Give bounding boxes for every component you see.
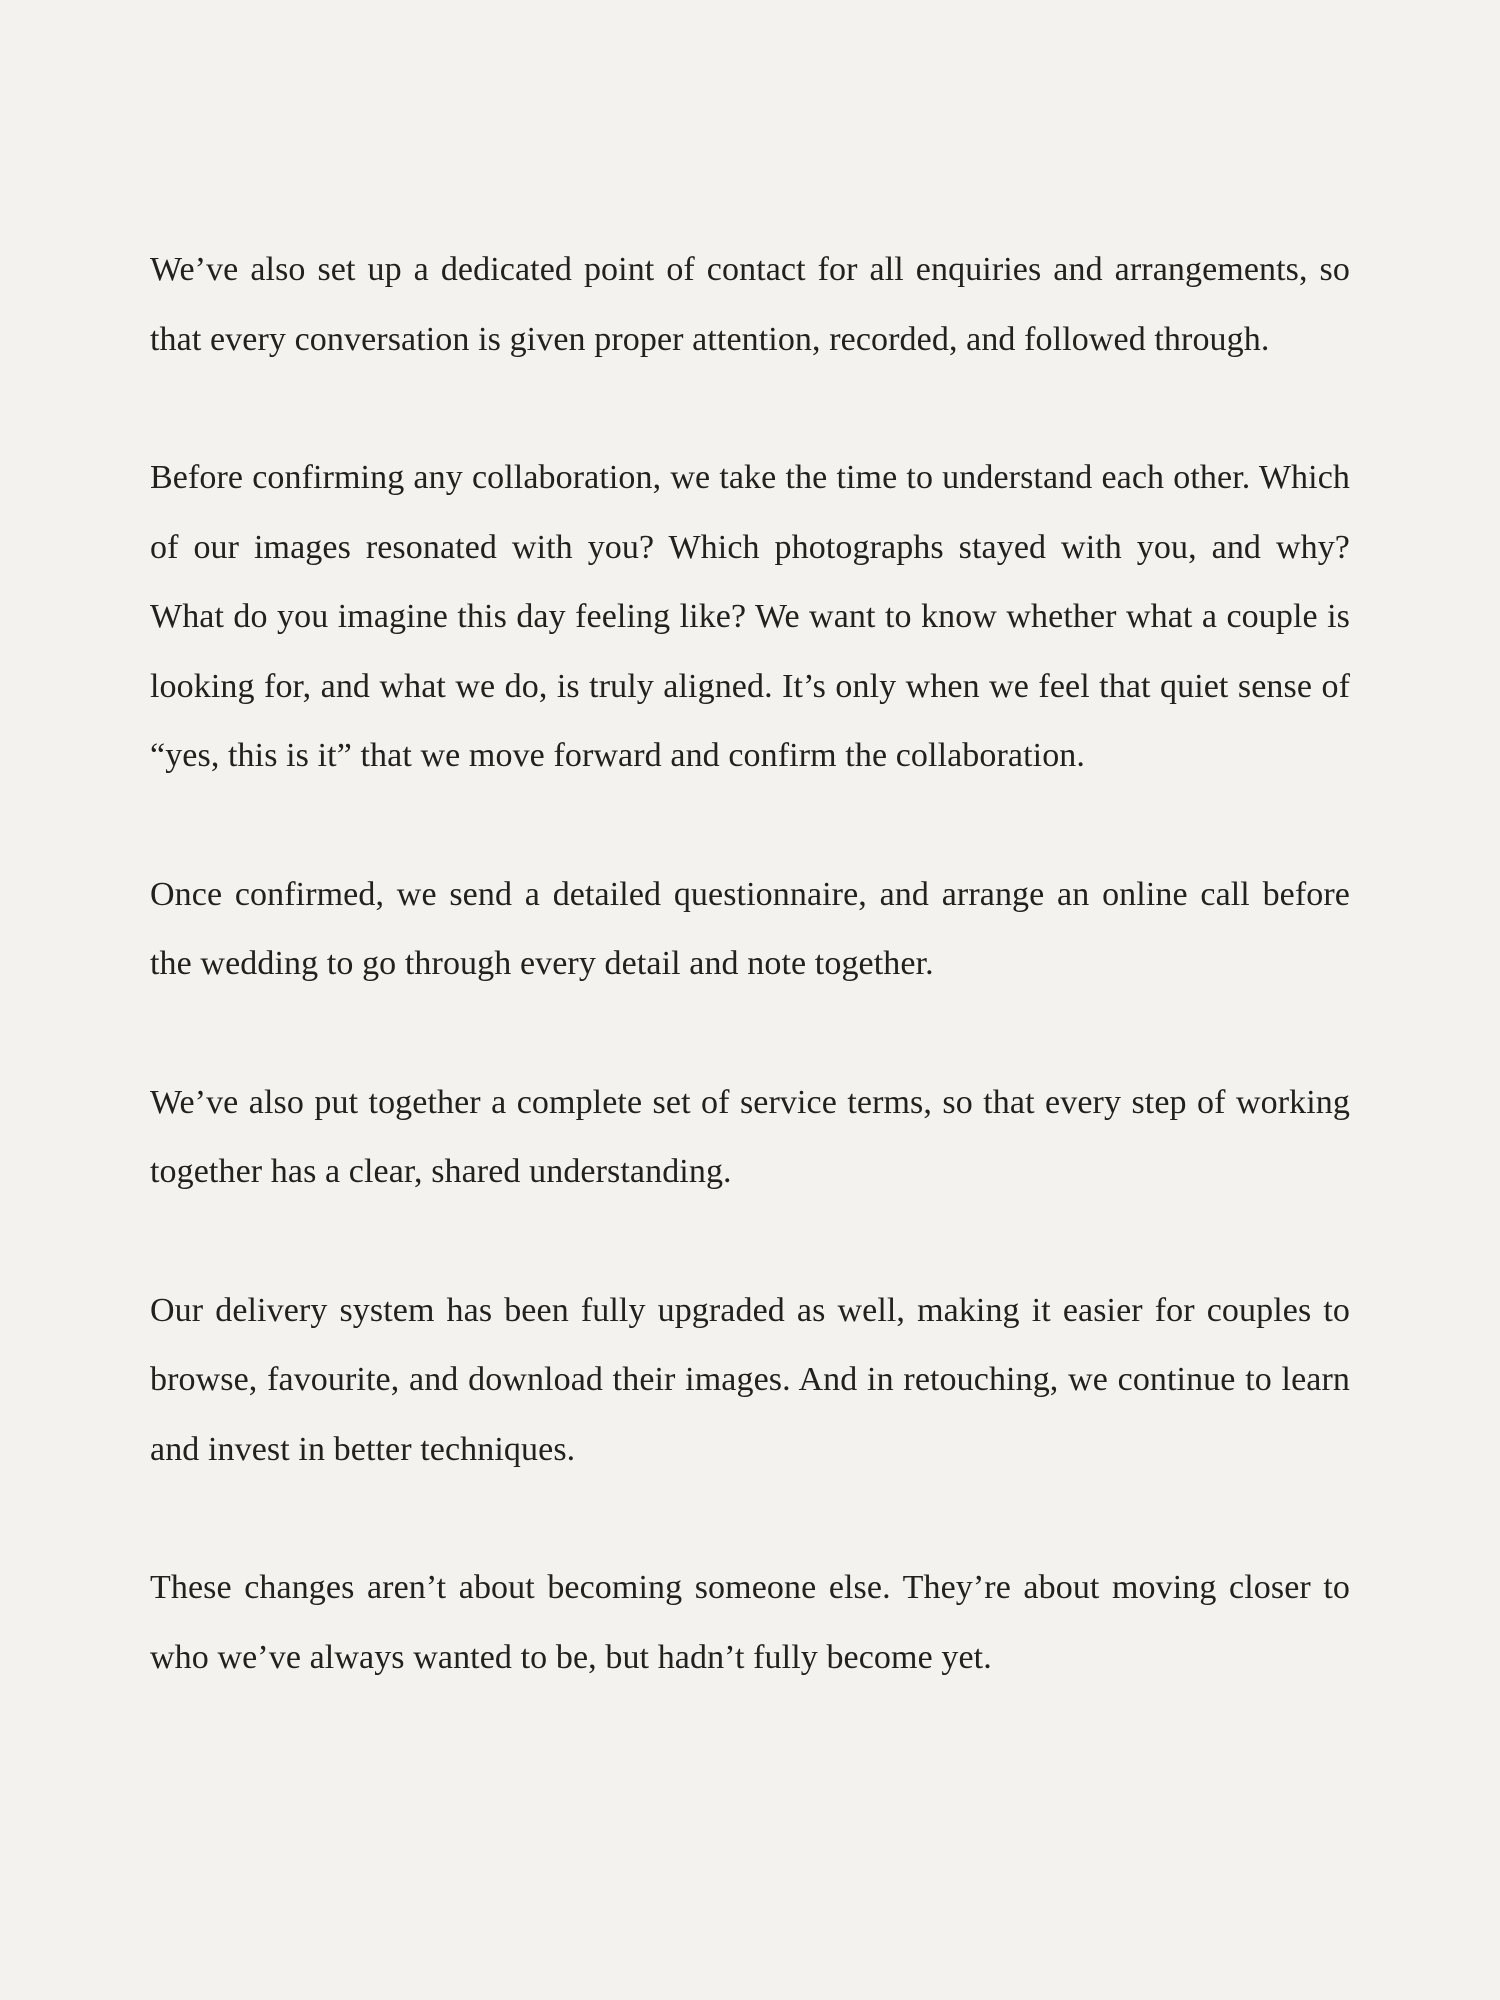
paragraph-changes: These changes aren’t about becoming someone else. They’re about moving closer to who we’ve always wanted to be, but hadn’t fully become yet.	[150, 1569, 1350, 1676]
paragraph-delivery-system: Our delivery system has been fully upgraded as well, making it easier for couples to browse, favourite, and download their images. And in retouching, we continue to learn and invest in better techniques.	[150, 1291, 1350, 1468]
paragraph-confirming-collaboration: Before confirming any collaboration, we take the time to understand each other. Which of our images resonated with you? Which photographs stayed with you, and why? What do you imagine this day feeling like? We want to know whether what a couple is looking for, and what we do, is truly aligned. It’s only when we feel that quiet sense of “yes, this is it” that we move forward and confirm the collaboration.	[150, 459, 1350, 774]
paragraph-service-terms: We’ve also put together a complete set of service terms, so that every step of working together has a clear, shared understanding.	[150, 1083, 1350, 1190]
paragraph-point-of-contact: We’ve also set up a dedicated point of contact for all enquiries and arrangements, so that every conversation is given proper attention, recorded, and followed through.	[150, 251, 1350, 358]
paragraph-questionnaire: Once confirmed, we send a detailed questionnaire, and arrange an online call before the wedding to go through every detail and note together.	[150, 875, 1350, 982]
